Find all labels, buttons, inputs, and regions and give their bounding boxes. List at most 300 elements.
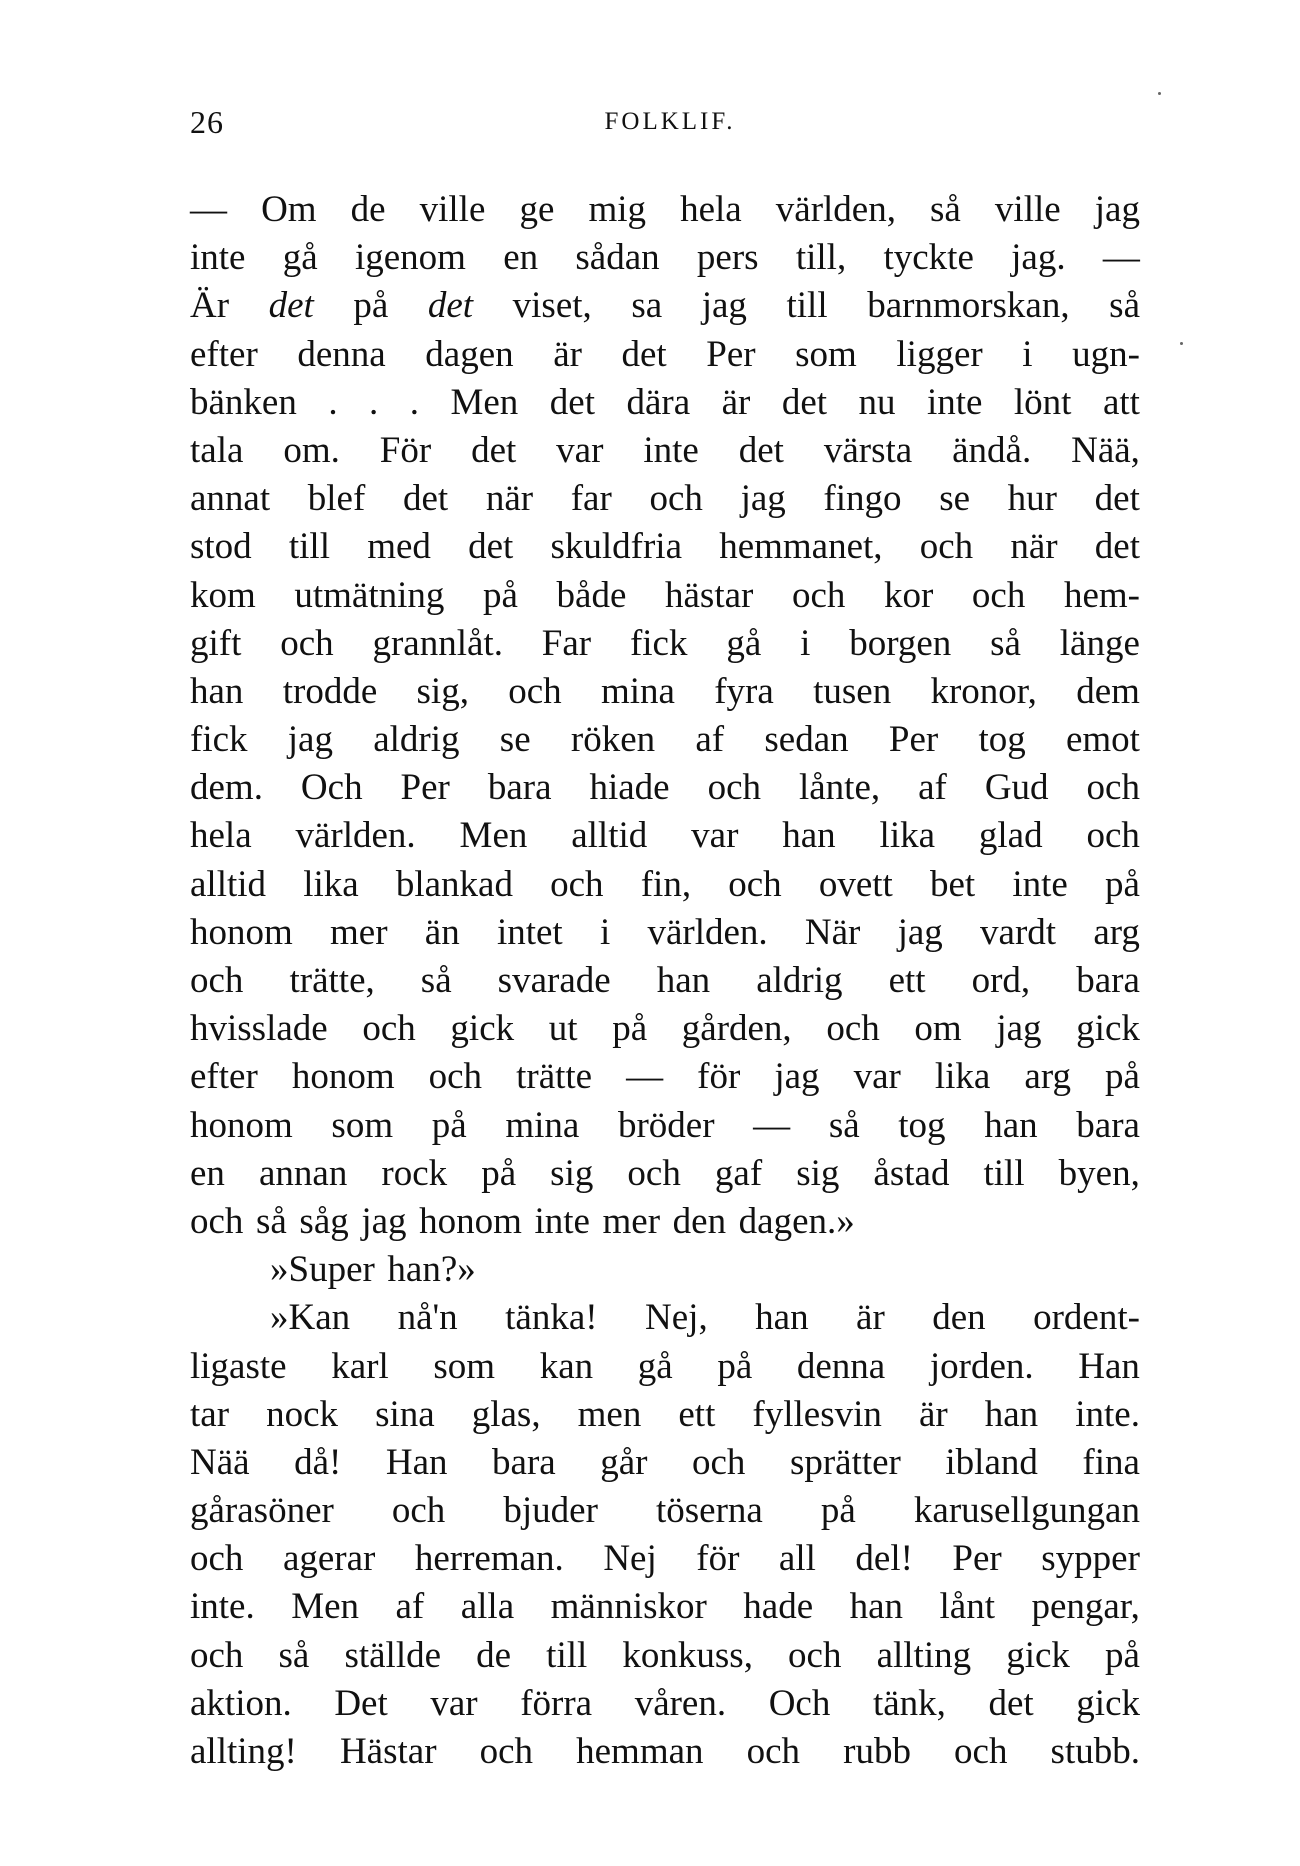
word: vardt [980,911,1057,953]
word: »Kan [270,1297,351,1339]
word: barnmorskan, [867,285,1070,327]
word: herreman. [414,1538,564,1580]
word: i [800,622,811,664]
word: länge [1059,622,1140,664]
word: på [1104,863,1140,905]
word: det [468,526,514,568]
text-line [190,331,1140,379]
word: lika [879,815,936,857]
word: tusen [813,670,892,712]
text-line [190,1198,1140,1246]
word: han [755,1297,809,1339]
word: denna [796,1345,886,1387]
word: tänka! [505,1297,598,1339]
word: byen, [1058,1152,1140,1194]
word: inte [643,429,699,471]
text-line [190,1102,1140,1150]
text-line [190,523,1140,571]
word: agerar [282,1538,376,1580]
word: för [697,1056,741,1098]
word: och [971,574,1026,616]
word: sig, [416,670,469,712]
word: gårasöner [190,1490,334,1532]
word: gick [1006,1634,1070,1676]
text-line [190,620,1140,668]
word: och [791,574,846,616]
word: gården, [681,1008,792,1050]
word: som [795,333,857,375]
word: . [409,381,420,423]
word: det [1094,478,1140,520]
word: annat [190,478,271,520]
word: rock [381,1152,448,1194]
word: se [939,478,971,520]
word: på [481,1152,517,1194]
word: den [672,1200,727,1242]
word: och [190,960,244,1001]
word: inte [534,1200,590,1242]
word: hästar [665,574,754,616]
word: blankad [395,863,513,905]
word: denna [297,333,386,375]
word: gå [726,622,762,664]
word: på [820,1490,856,1532]
word: en [503,237,539,279]
text-line [190,1632,1140,1680]
word: ord, [971,960,1031,1001]
word: till [546,1634,588,1676]
word: jag [701,285,747,327]
word: som [433,1345,496,1387]
word: lika [934,1056,991,1098]
word: på [431,1104,467,1146]
word: tala [190,429,244,471]
word: på [612,1008,648,1050]
word: och [190,1200,244,1242]
word: fingo [823,478,902,520]
word: trodde [282,670,378,712]
word: på [1105,1634,1140,1676]
word: stubb. [1050,1731,1140,1772]
word: som [331,1104,394,1146]
word: gå [637,1345,673,1387]
word: röken [570,719,656,761]
word: Per [952,1538,1002,1580]
word: kor [883,574,934,616]
word: inte [1012,863,1068,905]
word: dem [1076,670,1140,712]
word: så [278,1634,310,1676]
word: jag [774,1056,820,1098]
word: karl [331,1345,389,1387]
word: inte. [190,1586,255,1628]
text-line [190,716,1140,764]
word: inte [190,237,246,279]
word: hade [743,1586,814,1628]
word: bänken [190,381,297,423]
word: gift [190,622,242,664]
word: Nej, [645,1297,708,1339]
word: på [1105,1056,1140,1098]
running-head: FOLKLIF. [604,108,736,135]
text-line [190,812,1140,860]
word: värsta [823,429,913,471]
word: af [695,719,725,761]
word: och [362,1008,416,1050]
word: inte [926,381,983,423]
word: emot [1065,719,1140,761]
word: och [428,1056,483,1098]
body-text [190,186,1140,1776]
word: töserna [655,1490,763,1532]
word: allting! [190,1731,297,1772]
print-speck [1180,342,1183,345]
word: alltid [190,863,267,905]
text-line [190,764,1140,812]
word: glad [978,815,1043,857]
word: För [379,429,432,471]
word: förra [520,1682,593,1724]
word: det [781,381,828,423]
word: ändå. [952,429,1032,471]
word: och [280,622,334,664]
word: mina [600,670,675,712]
word: det [471,429,517,471]
word: blef [307,478,366,520]
word: var [556,429,604,471]
text-line [190,475,1140,523]
word: så [1109,285,1140,327]
word: så [828,1104,860,1146]
word: går [600,1441,648,1483]
word: var [430,1682,478,1724]
word: arg [1024,1056,1071,1098]
word: är [721,381,751,423]
word: far [570,478,612,520]
word: . [369,381,379,423]
word: ligaste [190,1345,287,1387]
word: är [553,333,582,375]
word: Han [385,1441,448,1483]
word: gå [282,237,318,279]
text-line [190,1343,1140,1391]
word: hemman [576,1731,704,1772]
text-line [190,1680,1140,1728]
word: en [190,1152,225,1194]
page-number: 26 [190,104,224,140]
word: bara [487,767,552,809]
word: det [402,478,449,520]
word: aktion. [190,1682,292,1724]
word: Men [291,1586,360,1628]
text-line [190,1005,1140,1053]
word: och [550,863,604,905]
word: fina [1082,1441,1140,1483]
word: skuldfria [550,526,682,568]
text-line [190,1728,1140,1776]
word: när [485,478,534,520]
word: åstad [873,1152,950,1194]
word: världen, [775,189,896,230]
word: med [367,526,431,568]
word: lika [303,863,359,905]
word: så [990,622,1021,664]
word: Far [541,622,592,664]
word: och [746,1731,801,1772]
word: sa [631,285,663,327]
word: — [1102,237,1140,279]
word: fick [629,622,688,664]
text-line [190,186,1140,234]
word: var [691,815,739,857]
word: till [983,1152,1025,1194]
word: jag [996,1008,1042,1050]
word: men [577,1393,642,1435]
word: Hästar [339,1731,437,1772]
word: jag [361,1200,407,1242]
word: jag [287,719,333,761]
text-line [190,1294,1140,1342]
word: gick [1076,1682,1140,1724]
word: såg [299,1200,349,1242]
text-line [190,572,1140,620]
text-line [190,957,1140,1005]
word: jag [740,478,786,520]
word: lånt [939,1586,995,1628]
word: han [190,670,244,712]
word: dem. [190,767,263,809]
word: och [627,1152,681,1194]
word: Han [1078,1345,1140,1387]
word: hvisslade [190,1008,328,1050]
word: bjuder [503,1490,598,1532]
word: bara [492,1441,556,1483]
word: ville [419,189,486,230]
word: ovett [818,863,893,905]
word: utmätning [294,574,445,616]
word: var [853,1056,901,1098]
word: det [988,1682,1034,1724]
word: det [1094,526,1140,568]
word: och [649,478,703,520]
word: jag [1094,189,1140,230]
word: sina [375,1393,435,1435]
word: glas, [471,1393,541,1435]
word: och [190,1538,244,1580]
word: sprätter [789,1441,901,1483]
word: och [728,863,782,905]
word: hem- [1063,574,1140,616]
word: ut [548,1008,578,1050]
word: till [288,526,330,568]
word: tog [978,719,1026,761]
word: efter [190,1056,258,1098]
word: trätte, [289,960,375,1001]
word: jag. [1011,237,1066,279]
word: stod [190,526,252,568]
word: — [190,189,227,230]
word: sypper [1041,1538,1140,1580]
word: Gud [984,767,1049,809]
word: af [918,767,947,809]
word: aldrig [373,719,460,761]
word: och [954,1731,1008,1772]
word: sådan [575,237,660,279]
word: pers [696,237,759,279]
word: kom [190,574,256,616]
word: trätte [516,1056,593,1098]
print-speck [1158,92,1161,95]
word: Nää, [1071,429,1140,471]
text-line [190,1535,1140,1583]
word: och [919,526,974,568]
word: nå'n [397,1297,458,1339]
word: hiade [589,767,670,809]
word: kronor, [930,670,1037,712]
text-line [190,1487,1140,1535]
word: på [353,285,389,327]
word: bara [1076,960,1140,1001]
word: och [788,1634,842,1676]
word: hemmanet, [719,526,883,568]
word: fin, [640,863,692,905]
word: sedan [764,719,849,761]
word: honom [419,1200,522,1242]
word: Och [300,767,363,809]
word: han?» [387,1249,476,1291]
word: se [499,719,531,761]
word: svarade [497,960,611,1001]
word: till, [795,237,847,279]
word: aldrig [756,960,843,1001]
word: på [483,574,518,616]
word: världen. [295,815,416,857]
word: igenom [354,237,466,279]
word: och [508,670,562,712]
word: jorden. [929,1345,1034,1387]
word: dära [626,381,691,423]
word: de [350,189,386,230]
word: inte. [1075,1393,1140,1435]
word: i [1022,333,1033,375]
text-line [190,234,1140,282]
text-line [190,861,1140,909]
word: den [932,1297,986,1339]
word: ligger [896,333,983,375]
word: Nej [603,1538,657,1580]
word: människor [550,1586,707,1628]
word: är [918,1393,948,1435]
word: När [804,911,861,953]
word: på [717,1345,753,1387]
word: han [782,815,836,857]
word: för [696,1538,740,1580]
word: så [256,1200,287,1242]
word: bröder [617,1104,715,1146]
word: annan [258,1152,348,1194]
word: Och [768,1682,831,1724]
word: och [707,767,762,809]
word: i [599,911,611,953]
word: konkuss, [622,1634,753,1676]
word: hur [1007,478,1057,520]
word: våren. [634,1682,727,1724]
word: all [778,1538,816,1580]
word: gick [450,1008,515,1050]
word: arg [1093,911,1140,953]
word: det [549,381,595,423]
word: intet [496,911,563,953]
word: ugn- [1072,333,1140,375]
word: Per [706,333,756,375]
word: ordent- [1033,1297,1140,1339]
word: sig [796,1152,840,1194]
word: om. [283,429,340,471]
word: det [738,429,784,471]
word: han [984,1104,1038,1146]
word: bara [1076,1104,1140,1146]
word: alla [460,1586,515,1628]
word: till [786,285,828,327]
word: — [626,1056,664,1098]
word: än [424,911,460,953]
word: det [621,333,667,375]
word: tar [190,1393,230,1435]
word: mina [505,1104,580,1146]
word: efter [190,333,258,375]
word: han [656,960,711,1001]
word: och [826,1008,880,1050]
word: tyckte [883,237,974,279]
word: ibland [945,1441,1038,1483]
text-line [190,282,1140,330]
word: han [984,1393,1039,1435]
word: viset, [512,285,592,327]
word: är [856,1297,885,1339]
word: och [691,1441,746,1483]
word: Men [459,815,528,857]
word: ett [678,1393,716,1435]
word: grannlåt. [372,622,503,664]
text-line [190,668,1140,716]
word: och [391,1490,446,1532]
word: då! [294,1441,342,1483]
word: fick [190,719,248,761]
word: så [930,189,961,230]
word: fyra [714,670,774,712]
word: när [1010,526,1058,568]
word: kan [539,1345,594,1387]
word: gaf [714,1152,763,1194]
text-line [190,1439,1140,1487]
word: jag [897,911,943,953]
word: fyllesvin [752,1393,882,1435]
word: mer [602,1200,661,1242]
word: alltid [571,815,648,857]
word: karusellgungan [913,1490,1140,1532]
word: mig [588,189,647,230]
word: att [1102,381,1140,423]
word: tog [898,1104,946,1146]
word: honom [190,911,293,953]
word: del! [855,1538,913,1580]
text-line [190,1391,1140,1439]
word: mer [330,911,388,953]
word: och [190,1634,244,1676]
word: nock [266,1393,339,1435]
word: han [849,1586,904,1628]
word: hela [190,815,252,857]
